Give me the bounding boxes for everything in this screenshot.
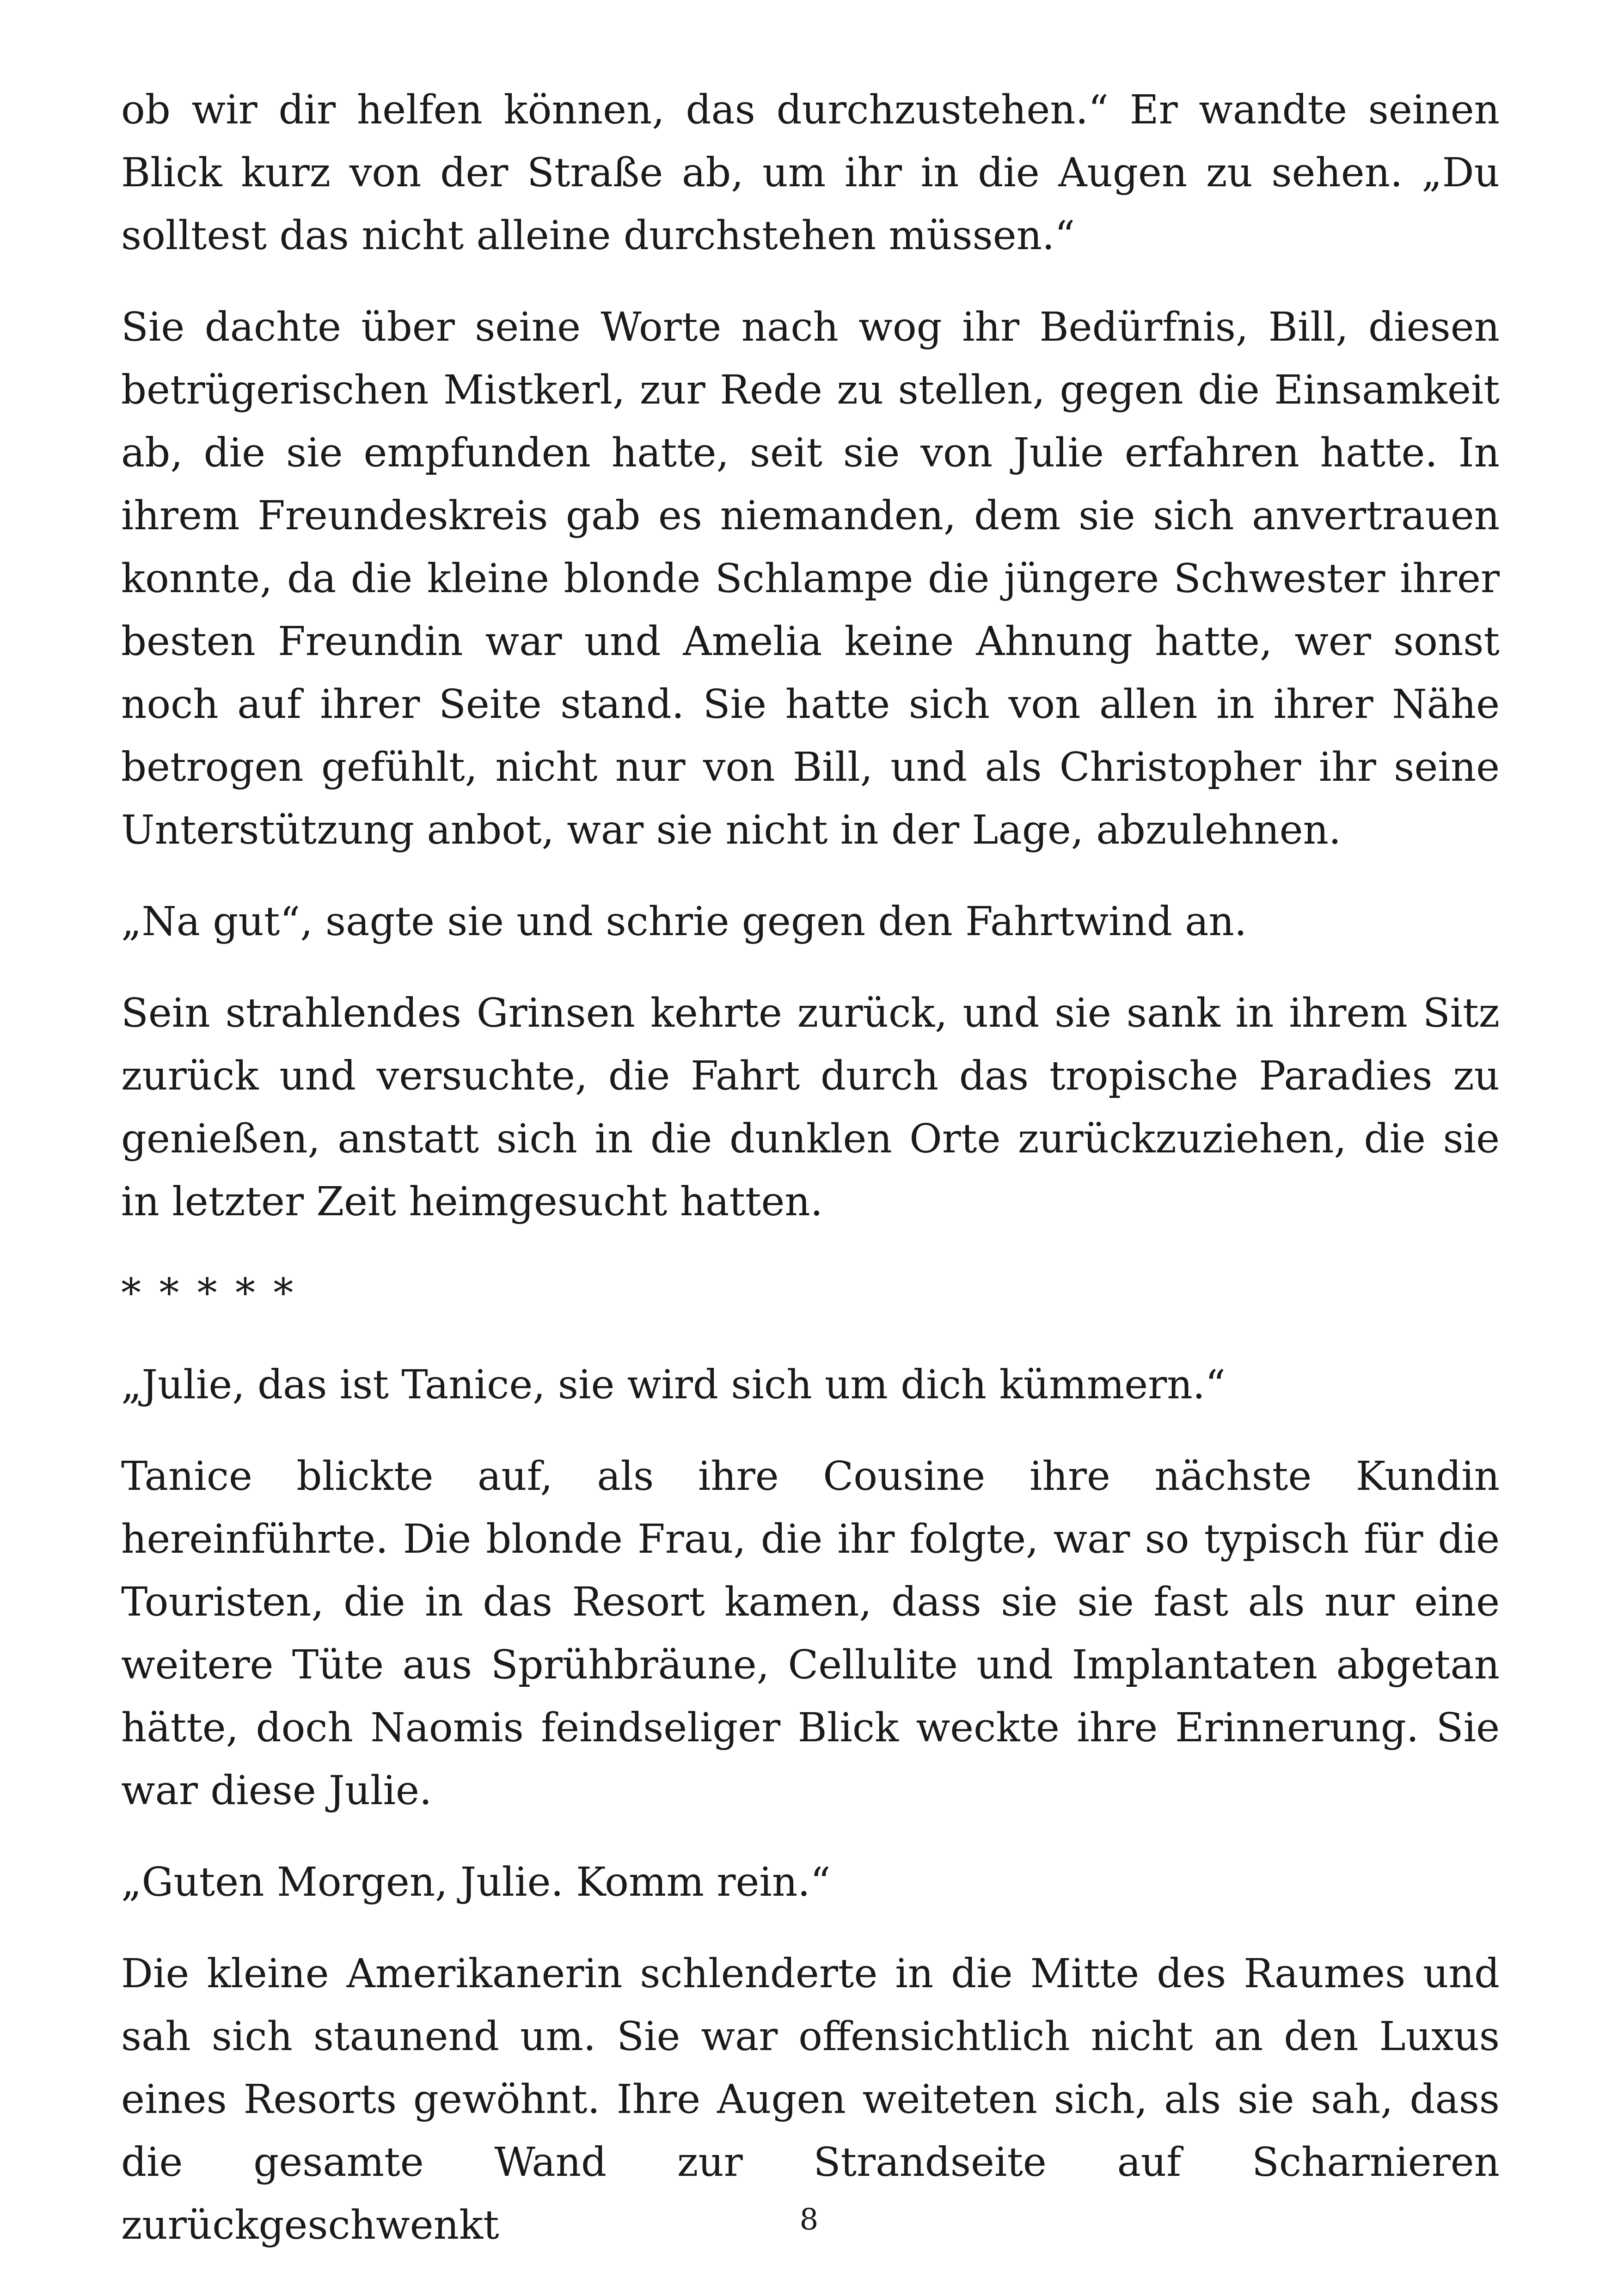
- scene-break: * * * * *: [121, 1270, 296, 1316]
- page-body: [121, 79, 1500, 2285]
- paragraph-5: „Julie, das ist Tanice, sie wird sich um dich kümmern.“: [121, 1362, 1226, 1408]
- paragraph-3: „Na gut“, sagte sie und schrie gegen den Fahrtwind an.: [121, 899, 1247, 945]
- paragraph-7: „Guten Morgen, Julie. Komm rein.“: [121, 1859, 831, 1905]
- page-number: 8: [799, 2203, 819, 2237]
- paragraph-1: ob wir dir helfen können, das durchzustehen.“ Er wandte seinen Blick kurz von der Straße ab, um ihr in die Augen zu sehen. „Du solltest das nicht alleine durchstehen müssen.“: [121, 87, 1500, 259]
- paragraph-6: Tanice blickte auf, als ihre Cousine ihre nächste Kundin hereinführte. Die blonde Frau, die ihr folgte, war so typisch für die Touristen, die in das Resort kamen, dass sie sie fast als nur eine weitere Tüte aus Sprühbräune, Cellulite und Implantaten abgetan hätte, doch Naomis feindseliger Blick weckte ihre Erinnerung. Sie war diese Julie.: [121, 1453, 1500, 1814]
- paragraph-8: Die kleine Amerikanerin schlenderte in die Mitte des Raumes und sah sich staunend um. Sie war offensichtlich nicht an den Luxus eines Resorts gewöhnt. Ihre Augen weiteten sich, als sie sah, dass die gesamte Wand zur Strandseite auf Scharnieren zurückgeschwenkt: [121, 1951, 1500, 2248]
- paragraph-2: Sie dachte über seine Worte nach wog ihr Bedürfnis, Bill, diesen betrügerischen Mistkerl, zur Rede zu stellen, gegen die Einsamkeit ab, die sie empfunden hatte, seit sie von Julie erfahren hatte. In ihrem Freundeskreis gab es niemanden, dem sie sich anvertrauen konnte, da die kleine blonde Schlampe die jüngere Schwester ihrer besten Freundin war und Amelia keine Ahnung hatte, wer sonst noch auf ihrer Seite stand. Sie hatte sich von allen in ihrer Nähe betrogen gefühlt, nicht nur von Bill, und als Christopher ihr seine Unterstützung anbot, war sie nicht in der Lage, abzulehnen.: [121, 304, 1500, 853]
- paragraph-4: Sein strahlendes Grinsen kehrte zurück, und sie sank in ihrem Sitz zurück und versuchte, die Fahrt durch das tropische Paradies zu genießen, anstatt sich in die dunklen Orte zurückzuziehen, die sie in letzter Zeit heimgesucht hatten.: [121, 990, 1500, 1225]
